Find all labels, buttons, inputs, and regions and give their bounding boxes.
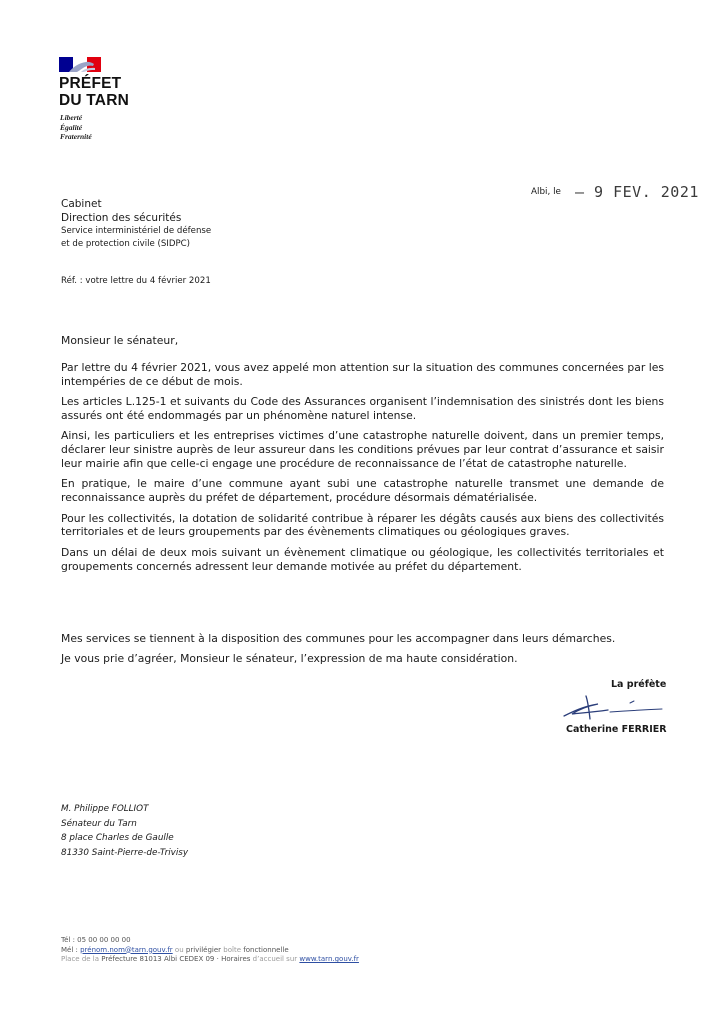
footer-mel-privilegier: privilégier: [185, 945, 222, 954]
footer-prefecture: Préfecture: [101, 955, 138, 964]
signature-role: La préfète: [611, 679, 667, 690]
letter-body: [61, 361, 664, 580]
footer-address: [61, 955, 359, 965]
footer-place-de-la: Place de la: [61, 955, 100, 964]
footer-mel: [61, 946, 359, 956]
footer: [61, 936, 359, 965]
closing-line1: Mes services se tiennent à la disposition des communes pour les accompagner dans leurs démarches.: [61, 632, 616, 645]
recipient-street: 8 place Charles de Gaulle: [61, 833, 174, 843]
footer-mel-address[interactable]: prénom.nom@tarn.gouv.fr: [80, 945, 173, 954]
body-paragraph: Dans un délai de deux mois suivant un évènement climatique ou géologique, les collectivités territoriales et groupements concernés adressent leur demande motivée au préfet du département.: [61, 545, 664, 573]
body-paragraph: Pour les collectivités, la dotation de solidarité contribue à réparer les dégâts causés aux biens des collectivités territoriales et de leurs groupements par des évènements climatiques ou géologiques graves.: [61, 511, 664, 539]
footer-horaires: Horaires: [221, 955, 251, 964]
sender-block: [61, 197, 211, 250]
footer-separator: ·: [216, 955, 219, 964]
recipient-title: Sénateur du Tarn: [61, 818, 137, 829]
motto-fraternite: Fraternité: [60, 132, 92, 141]
footer-tel: Tél : 05 00 00 00 00: [61, 936, 131, 944]
handwritten-signature: [558, 692, 668, 722]
footer-website-link[interactable]: www.tarn.gouv.fr: [299, 955, 359, 964]
body-paragraph: Par lettre du 4 février 2021, vous avez appelé mon attention sur la situation des communes concernées par les intempéries de ce début de mois.: [61, 361, 664, 388]
body-paragraph: En pratique, le maire d’une commune ayant subi une catastrophe naturelle transmet une demande de reconnaissance auprès du préfet de département, procédure désormais dématérialisée.: [61, 477, 664, 505]
sender-cabinet: Cabinet: [61, 198, 102, 210]
recipient-block: [61, 802, 188, 860]
prefecture-title-line1: PRÉFET: [59, 75, 122, 92]
closing-line2: Je vous prie d’agréer, Monsieur le sénateur, l’expression de ma haute considération.: [61, 652, 518, 665]
footer-mel-ou: ou: [174, 945, 184, 954]
sender-service-line2: et de protection civile (SIDPC): [61, 238, 190, 249]
footer-mel-label: Mél :: [61, 945, 78, 954]
marianne-logo: [59, 57, 101, 72]
footer-daccueil-sur: d’accueil sur: [252, 955, 298, 964]
signature-name: Catherine FERRIER: [566, 724, 667, 735]
prefecture-title: [59, 75, 129, 109]
recipient-name: M. Philippe FOLLIOT: [61, 804, 149, 814]
sender-service-line1: Service interministériel de défense: [61, 226, 212, 236]
motto-liberte: Liberté: [60, 113, 83, 122]
body-paragraph: Ainsi, les particuliers et les entreprises victimes d’une catastrophe naturelle doivent, dans un premier temps, déclarer leur sinistre auprès de leur assureur dans les conditions prévues par leur contrat d’assurance et saisir leur mairie afin que celle-ci engage une procédure de reconnaissance de l’état de catastrophe naturelle.: [61, 429, 664, 470]
closing-block: [61, 629, 615, 669]
date-stamp: – 9 FEV. 2021: [575, 183, 699, 201]
republic-motto: [60, 113, 92, 142]
salutation: Monsieur le sénateur,: [61, 334, 179, 347]
motto-egalite: Égalité: [60, 122, 83, 132]
reference-line: Réf. : votre lettre du 4 février 2021: [61, 276, 211, 286]
footer-mel-fonctionnelle: fonctionnelle: [243, 945, 289, 954]
body-paragraph: Les articles L.125-1 et suivants du Code des Assurances organisent l’indemnisation des sinistrés dont les biens assurés ont été endommagés par un phénomène naturel intense.: [61, 395, 664, 422]
footer-mel-boite: boîte: [223, 945, 242, 954]
sender-direction: Direction des sécurités: [61, 212, 182, 224]
footer-city: 81013 Albi CEDEX 09: [139, 955, 215, 964]
recipient-city: 81330 Saint-Pierre-de-Trivisy: [61, 847, 189, 858]
prefecture-title-line2: DU TARN: [59, 92, 129, 109]
date-place: Albi, le: [531, 187, 561, 197]
